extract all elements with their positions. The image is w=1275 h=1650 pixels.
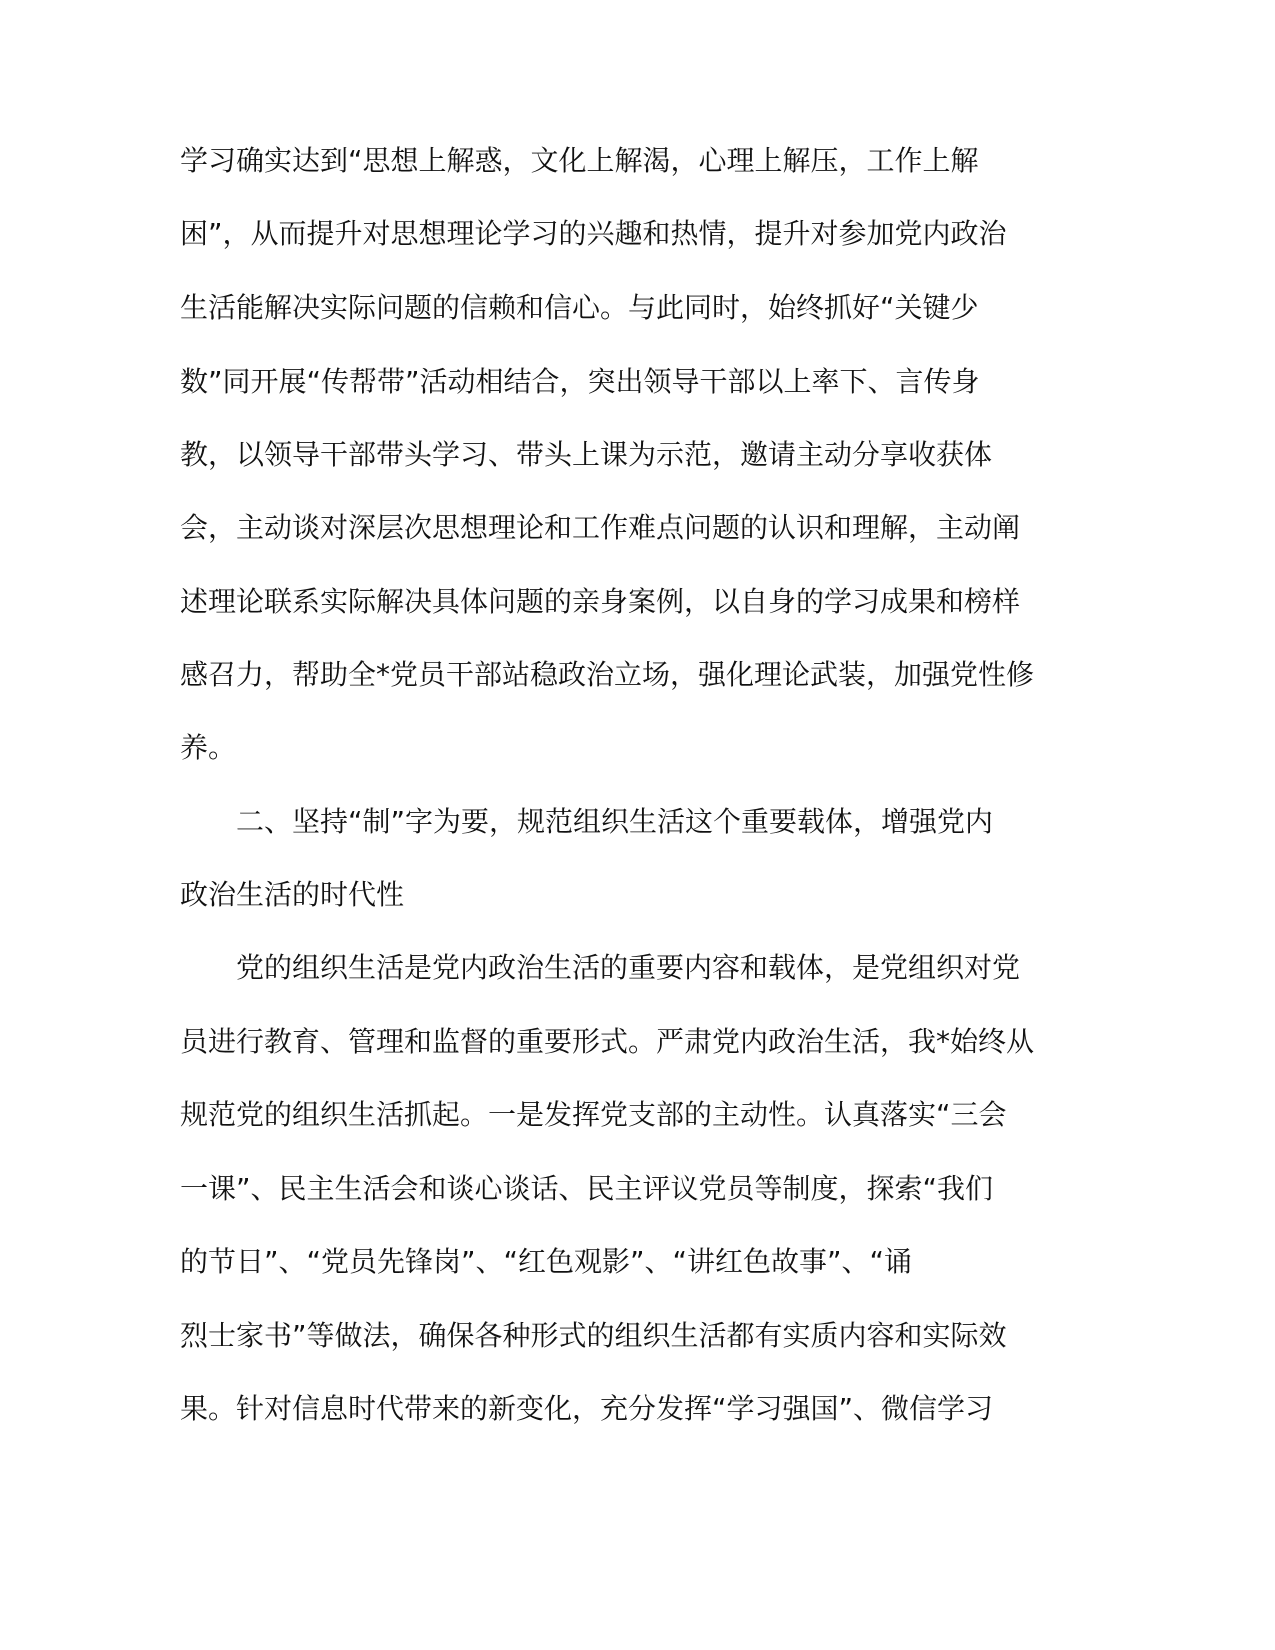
body-text-line: 果。针对信息时代带来的新变化，充分发挥“学习强国”、微信学习 [180, 1392, 994, 1425]
section-heading-line: 二、坚持“制”字为要，规范组织生活这个重要载体，增强党内 [236, 805, 994, 838]
body-text-line: 员进行教育、管理和监督的重要形式。严肃党内政治生活，我*始终从 [180, 1025, 1035, 1058]
body-text-line: 困”，从而提升对思想理论学习的兴趣和热情，提升对参加党内政治 [180, 217, 1007, 250]
body-text-line: 会，主动谈对深层次思想理论和工作难点问题的认识和理解，主动阐 [180, 511, 1021, 544]
body-text-line: 烈士家书”等做法，确保各种形式的组织生活都有实质内容和实际效 [180, 1319, 1007, 1352]
section-heading-line: 政治生活的时代性 [180, 878, 405, 911]
body-text-line: 党的组织生活是党内政治生活的重要内容和载体，是党组织对党 [236, 951, 1021, 984]
body-text-line: 教，以领导干部带头学习、带头上课为示范，邀请主动分享收获体 [180, 438, 993, 471]
body-text-line: 感召力，帮助全*党员干部站稳政治立场，强化理论武装，加强党性修 [180, 658, 1035, 691]
body-text-line: 养。 [180, 731, 237, 764]
body-text-line: 规范党的组织生活抓起。一是发挥党支部的主动性。认真落实“三会 [180, 1098, 1007, 1131]
body-text-line: 生活能解决实际问题的信赖和信心。与此同时，始终抓好“关键少 [180, 291, 979, 324]
body-text-line: 一课”、民主生活会和谈心谈话、民主评议党员等制度，探索“我们 [180, 1172, 994, 1205]
body-text-line: 学习确实达到“思想上解惑，文化上解渴，心理上解压，工作上解 [180, 144, 979, 177]
body-text-line: 述理论联系实际解决具体问题的亲身案例，以自身的学习成果和榜样 [180, 585, 1021, 618]
body-text-line: 的节日”、“党员先锋岗”、“红色观影”、“讲红色故事”、“诵 [180, 1245, 913, 1278]
body-text-line: 数”同开展“传帮带”活动相结合，突出领导干部以上率下、言传身 [180, 365, 980, 398]
